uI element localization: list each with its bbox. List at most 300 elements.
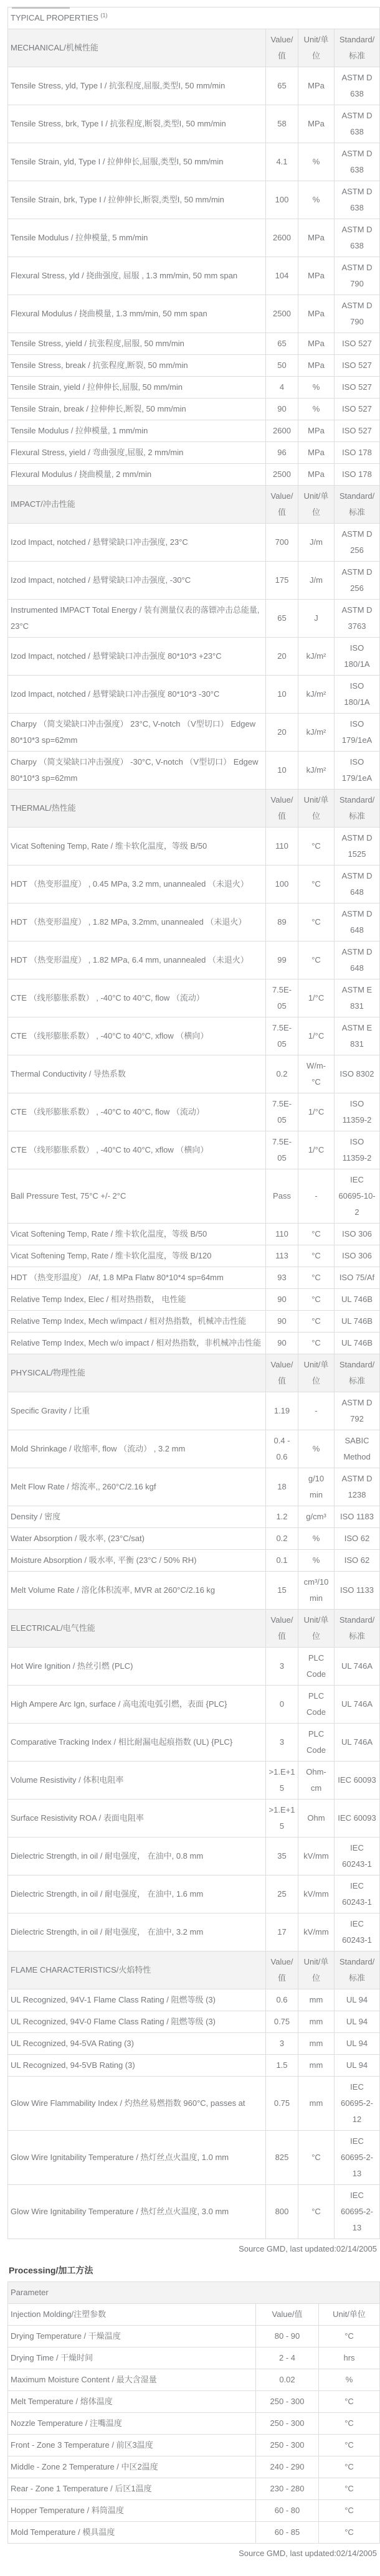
property-cell: Tensile Stress, brk, Type I / 抗张程度,断裂,类型I, 50 mm/min xyxy=(8,105,266,143)
table-row xyxy=(8,2185,380,2239)
unit-cell: °C xyxy=(298,1245,335,1267)
table-row xyxy=(8,2077,380,2131)
value-cell: 4.1 xyxy=(266,143,298,181)
value-cell: 175 xyxy=(266,562,298,600)
processing-heading: Processing/加工方法 xyxy=(9,2265,93,2275)
value-cell: 90 xyxy=(266,1333,298,1354)
value-cell: 90 xyxy=(266,1311,298,1333)
property-cell: Relative Temp Index, Mech w/impact / 相对热指数，机械冲击性能 xyxy=(8,1311,266,1333)
column-header-standard: Standard/标准 xyxy=(335,1354,380,1392)
table-row xyxy=(8,1913,380,1951)
property-cell: Relative Temp Index, Elec / 相对热指数， 电性能 xyxy=(8,1289,266,1311)
property-cell: Dielectric Strength, in oil / 耐电强度， 在油中, 1.6 mm xyxy=(8,1875,266,1913)
column-header-unit: Unit/单位 xyxy=(298,790,335,828)
property-cell: Instrumented IMPACT Total Energy / 装有测量仪表的落镖冲击总能量, 23°C xyxy=(8,600,266,638)
table-row xyxy=(8,1131,380,1169)
table-row xyxy=(8,1224,380,1245)
source-note-typical: Source GMD, last updated:02/14/2005 xyxy=(239,2244,377,2253)
value-cell: 20 xyxy=(266,714,298,752)
unit-cell: 1/°C xyxy=(298,1017,335,1055)
standard-cell: IEC 60093 xyxy=(335,1800,380,1838)
parameter-cell: Drying Time / 干燥时间 xyxy=(8,2347,256,2369)
standard-cell: ASTM D 638 xyxy=(335,105,380,143)
section-name-cell: THERMAL/热性能 xyxy=(8,790,266,828)
standard-cell: ASTM D 790 xyxy=(335,257,380,295)
value-cell: 0.75 xyxy=(266,2011,298,2033)
table-row xyxy=(8,1875,380,1913)
table-row xyxy=(8,676,380,714)
standard-cell: IEC 60695-2-13 xyxy=(335,2131,380,2185)
section-header-row xyxy=(8,790,380,828)
value-cell: 2500 xyxy=(266,295,298,333)
unit-cell: % xyxy=(319,2369,380,2391)
table-row xyxy=(8,1311,380,1333)
value-cell: 250 - 300 xyxy=(256,2435,319,2456)
standard-cell: UL 746A xyxy=(335,1724,380,1762)
unit-cell: MPa xyxy=(298,105,335,143)
value-cell: 4 xyxy=(266,377,298,399)
standard-cell: UL 94 xyxy=(335,2011,380,2033)
table-row xyxy=(8,1989,380,2011)
table-row xyxy=(8,333,380,355)
typical-properties-title-row xyxy=(8,7,380,29)
value-cell: 250 - 300 xyxy=(256,2413,319,2435)
table-row xyxy=(8,2500,380,2522)
table-row xyxy=(8,1333,380,1354)
standard-cell: ASTM D 790 xyxy=(335,295,380,333)
parameter-cell: Middle - Zone 2 Temperature / 中区2温度 xyxy=(8,2456,256,2478)
table-row xyxy=(8,1245,380,1267)
standard-cell: SABIC Method xyxy=(335,1430,380,1468)
table-row xyxy=(8,752,380,790)
property-cell: Vicat Softening Temp, Rate / 维卡软化温度，等级 B/50 xyxy=(8,1224,266,1245)
table-row xyxy=(8,2522,380,2544)
unit-cell: J/m xyxy=(298,524,335,562)
value-cell: 113 xyxy=(266,1245,298,1267)
section-header-row xyxy=(8,29,380,67)
value-cell: 89 xyxy=(266,903,298,941)
property-cell: Izod Impact, notched / 悬臂梁缺口冲击强度, -30°C xyxy=(8,562,266,600)
unit-cell: % xyxy=(298,1430,335,1468)
table-row xyxy=(8,67,380,105)
value-cell: 60 - 80 xyxy=(256,2500,319,2522)
table-row xyxy=(8,1289,380,1311)
property-cell: Density / 密度 xyxy=(8,1506,266,1528)
standard-cell: IEC 60093 xyxy=(335,1762,380,1800)
property-cell: Dielectric Strength, in oil / 耐电强度， 在油中, 3.2 mm xyxy=(8,1913,266,1951)
standard-cell: UL 94 xyxy=(335,1989,380,2011)
standard-cell: ISO 8302 xyxy=(335,1055,380,1093)
table-row xyxy=(8,1724,380,1762)
standard-cell: IEC 60695-2-13 xyxy=(335,2185,380,2239)
property-cell: Tensile Strain, yld, Type I / 拉伸伸长,屈服,类型I, 50 mm/min xyxy=(8,143,266,181)
unit-cell: °C xyxy=(319,2413,380,2435)
typical-properties-title xyxy=(8,7,380,29)
table-row xyxy=(8,1762,380,1800)
standard-cell: ASTM D 648 xyxy=(335,866,380,903)
standard-cell: ISO 180/1A xyxy=(335,638,380,676)
unit-cell: MPa xyxy=(298,464,335,486)
unit-cell: mm xyxy=(298,2077,335,2131)
unit-cell: 1/°C xyxy=(298,1093,335,1131)
standard-cell: ISO 306 xyxy=(335,1224,380,1245)
property-cell: Tensile Stress, break / 抗张程度,断裂, 50 mm/min xyxy=(8,355,266,377)
table-row xyxy=(8,979,380,1017)
processing-parameter-row xyxy=(8,2282,380,2304)
value-cell: 110 xyxy=(266,828,298,866)
value-cell: 25 xyxy=(266,1875,298,1913)
unit-cell: MPa xyxy=(298,257,335,295)
standard-cell: ISO 178 xyxy=(335,464,380,486)
column-header-standard: Standard/标准 xyxy=(335,29,380,67)
standard-cell: ASTM D 1238 xyxy=(335,1468,380,1506)
property-cell: Glow Wire Ignitability Temperature / 热灯丝点火温度, 1.0 mm xyxy=(8,2131,266,2185)
unit-cell: °C xyxy=(319,2478,380,2500)
property-cell: Water Absorption / 吸水率, (23°C/sat) xyxy=(8,1528,266,1550)
value-cell: 2600 xyxy=(266,420,298,442)
table-row xyxy=(8,2456,380,2478)
value-cell: 20 xyxy=(266,638,298,676)
table-row xyxy=(8,524,380,562)
standard-cell: ASTM D 1525 xyxy=(335,828,380,866)
unit-cell: 1/°C xyxy=(298,979,335,1017)
typical-properties-table xyxy=(7,7,380,2239)
parameter-cell: Melt Temperature / 熔体温度 xyxy=(8,2391,256,2413)
parameter-cell: Hopper Temperature / 料筒温度 xyxy=(8,2500,256,2522)
standard-cell: IEC 60243-1 xyxy=(335,1838,380,1875)
value-cell: 60 - 85 xyxy=(256,2522,319,2544)
property-cell: Izod Impact, notched / 悬臂梁缺口冲击强度 80*10*3 +23°C xyxy=(8,638,266,676)
value-cell: 1.2 xyxy=(266,1506,298,1528)
value-cell: 93 xyxy=(266,1267,298,1289)
value-cell: 80 - 90 xyxy=(256,2326,319,2347)
standard-cell: ISO 75/Af xyxy=(335,1267,380,1289)
value-cell: 825 xyxy=(266,2131,298,2185)
unit-cell: °C xyxy=(298,2185,335,2239)
property-cell: HDT （热变形温度） , 0.45 MPa, 3.2 mm, unannealed （未退火） xyxy=(8,866,266,903)
value-cell: 2600 xyxy=(266,219,298,257)
unit-cell: Ohm-cm xyxy=(298,1762,335,1800)
value-cell: 58 xyxy=(266,105,298,143)
standard-cell: ISO 180/1A xyxy=(335,676,380,714)
value-cell: 250 - 300 xyxy=(256,2391,319,2413)
table-row xyxy=(8,1093,380,1131)
table-row xyxy=(8,638,380,676)
unit-cell: PLC Code xyxy=(298,1648,335,1686)
value-cell: 1.19 xyxy=(266,1392,298,1430)
property-cell: Thermal Conductivity / 导热系数 xyxy=(8,1055,266,1093)
property-cell: Hot Wire Ignition / 热丝引燃 (PLC) xyxy=(8,1648,266,1686)
unit-cell: kJ/m² xyxy=(298,638,335,676)
value-cell: 7.5E-05 xyxy=(266,1093,298,1131)
property-cell: Specific Gravity / 比重 xyxy=(8,1392,266,1430)
value-cell: 230 - 280 xyxy=(256,2478,319,2500)
standard-cell: ASTM D 3763 xyxy=(335,600,380,638)
table-row xyxy=(8,377,380,399)
table-row xyxy=(8,1800,380,1838)
property-cell: Dielectric Strength, in oil / 耐电强度， 在油中, 0.8 mm xyxy=(8,1838,266,1875)
table-row xyxy=(8,1506,380,1528)
value-cell: 10 xyxy=(266,752,298,790)
standard-cell: IEC 60243-1 xyxy=(335,1875,380,1913)
property-cell: UL Recognized, 94V-1 Flame Class Rating / 阻燃等级 (3) xyxy=(8,1989,266,2011)
standard-cell: ASTM E 831 xyxy=(335,1017,380,1055)
unit-cell: MPa xyxy=(298,295,335,333)
processing-table-body xyxy=(8,2282,380,2544)
standard-cell: ASTM D 648 xyxy=(335,941,380,979)
property-cell: Vicat Softening Temp, Rate / 维卡软化温度，等级 B/120 xyxy=(8,1245,266,1267)
standard-cell: UL 746B xyxy=(335,1289,380,1311)
table-row xyxy=(8,1169,380,1224)
property-cell: Charpy （简支梁缺口冲击强度） 23°C, V-notch （V型切口） Edgew 80*10*3 sp=62mm xyxy=(8,714,266,752)
unit-cell: °C xyxy=(298,941,335,979)
unit-cell: °C xyxy=(298,1289,335,1311)
unit-cell: PLC Code xyxy=(298,1686,335,1724)
table-row xyxy=(8,442,380,464)
value-cell: 35 xyxy=(266,1838,298,1875)
value-cell: 1.5 xyxy=(266,2055,298,2077)
table-row xyxy=(8,1686,380,1724)
unit-cell: °C xyxy=(319,2522,380,2544)
property-cell: UL Recognized, 94-5VA Rating (3) xyxy=(8,2033,266,2055)
processing-header-name: Injection Molding/注塑参数 xyxy=(8,2304,256,2326)
section-name-cell: IMPACT/冲击性能 xyxy=(8,486,266,524)
unit-cell: °C xyxy=(298,1267,335,1289)
column-header-value: Value/值 xyxy=(266,1951,298,1989)
property-cell: High Ampere Arc Ign, surface / 高电流电弧引燃，表面 {PLC} xyxy=(8,1686,266,1724)
column-header-unit: Unit/单位 xyxy=(298,29,335,67)
table-row xyxy=(8,1055,380,1093)
unit-cell: MPa xyxy=(298,442,335,464)
unit-cell: °C xyxy=(319,2500,380,2522)
table-row xyxy=(8,2413,380,2435)
value-cell: 18 xyxy=(266,1468,298,1506)
unit-cell: g/10 min xyxy=(298,1468,335,1506)
standard-cell: ASTM D 638 xyxy=(335,219,380,257)
value-cell: 90 xyxy=(266,1289,298,1311)
table-row xyxy=(8,866,380,903)
value-cell: 10 xyxy=(266,676,298,714)
property-cell: Surface Resistivity ROA / 表面电阻率 xyxy=(8,1800,266,1838)
unit-cell: °C xyxy=(319,2456,380,2478)
unit-cell: kJ/m² xyxy=(298,752,335,790)
unit-cell: °C xyxy=(298,903,335,941)
value-cell: 0.02 xyxy=(256,2369,319,2391)
column-header-value: Value/值 xyxy=(266,790,298,828)
property-cell: HDT （热变形温度） , 1.82 MPa, 6.4 mm, unannealed （未退火） xyxy=(8,941,266,979)
value-cell: 65 xyxy=(266,67,298,105)
property-cell: UL Recognized, 94-5VB Rating (3) xyxy=(8,2055,266,2077)
table-row xyxy=(8,1430,380,1468)
standard-cell: ISO 62 xyxy=(335,1528,380,1550)
unit-cell: °C xyxy=(298,2131,335,2185)
standard-cell: ISO 62 xyxy=(335,1550,380,1572)
unit-cell: kV/mm xyxy=(298,1875,335,1913)
unit-cell: °C xyxy=(298,866,335,903)
unit-cell: PLC Code xyxy=(298,1724,335,1762)
property-cell: Melt Volume Rate / 溶化体积流率, MVR at 260°C/2.16 kg xyxy=(8,1572,266,1610)
standard-cell: ASTM D 256 xyxy=(335,562,380,600)
property-cell: Ball Pressure Test, 75°C +/- 2°C xyxy=(8,1169,266,1224)
property-cell: CTE （线形膨胀系数） , -40°C to 40°C, flow （流动） xyxy=(8,979,266,1017)
standard-cell: ISO 1133 xyxy=(335,1572,380,1610)
standard-cell: ISO 527 xyxy=(335,399,380,420)
standard-cell: ISO 527 xyxy=(335,377,380,399)
table-row xyxy=(8,2033,380,2055)
unit-cell: J/m xyxy=(298,562,335,600)
value-cell: 240 - 290 xyxy=(256,2456,319,2478)
standard-cell: UL 746B xyxy=(335,1333,380,1354)
unit-cell: MPa xyxy=(298,355,335,377)
section-name-cell: ELECTRICAL/电气性能 xyxy=(8,1610,266,1648)
property-cell: Flexural Modulus / 挠曲模量, 1.3 mm/min, 50 mm span xyxy=(8,295,266,333)
standard-cell: ASTM D 648 xyxy=(335,903,380,941)
unit-cell: °C xyxy=(298,1333,335,1354)
column-header-value: Value/值 xyxy=(266,1354,298,1392)
unit-cell: % xyxy=(298,377,335,399)
property-cell: CTE （线形膨胀系数） , -40°C to 40°C, flow （流动） xyxy=(8,1093,266,1131)
property-cell: Glow Wire Flammability Index / 灼热丝易燃指数 960°C, passes at xyxy=(8,2077,266,2131)
table-row xyxy=(8,1648,380,1686)
unit-cell: mm xyxy=(298,2033,335,2055)
table-row xyxy=(8,600,380,638)
unit-cell: MPa xyxy=(298,219,335,257)
value-cell: 7.5E-05 xyxy=(266,1017,298,1055)
unit-cell: °C xyxy=(319,2435,380,2456)
property-cell: CTE （线形膨胀系数） , -40°C to 40°C, xflow （横向） xyxy=(8,1131,266,1169)
table-row xyxy=(8,828,380,866)
value-cell: 7.5E-05 xyxy=(266,1131,298,1169)
parameter-cell: Front - Zone 3 Temperature / 前区3温度 xyxy=(8,2435,256,2456)
table-row xyxy=(8,355,380,377)
standard-cell: IEC 60243-1 xyxy=(335,1913,380,1951)
unit-cell: hrs xyxy=(319,2347,380,2369)
value-cell: 700 xyxy=(266,524,298,562)
table-row xyxy=(8,420,380,442)
value-cell: 50 xyxy=(266,355,298,377)
processing-header-value: Value/值 xyxy=(256,2304,319,2326)
table-row xyxy=(8,714,380,752)
property-cell: Tensile Strain, brk, Type I / 拉伸伸长,断裂,类型I, 50 mm/min xyxy=(8,181,266,219)
table-row xyxy=(8,2369,380,2391)
property-cell: Tensile Strain, yield / 拉伸伸长,屈服, 50 mm/min xyxy=(8,377,266,399)
property-cell: Glow Wire Ignitability Temperature / 热灯丝点火温度, 3.0 mm xyxy=(8,2185,266,2239)
unit-cell: °C xyxy=(298,828,335,866)
unit-cell: mm xyxy=(298,1989,335,2011)
unit-cell: kV/mm xyxy=(298,1838,335,1875)
parameter-cell: Mold Temperature / 模具温度 xyxy=(8,2522,256,2544)
column-header-value: Value/值 xyxy=(266,1610,298,1648)
value-cell: 7.5E-05 xyxy=(266,979,298,1017)
unit-cell: W/m-°C xyxy=(298,1055,335,1093)
column-header-standard: Standard/标准 xyxy=(335,790,380,828)
unit-cell: MPa xyxy=(298,67,335,105)
value-cell: 65 xyxy=(266,333,298,355)
standard-cell: ISO 527 xyxy=(335,420,380,442)
table-row xyxy=(8,399,380,420)
value-cell: 3 xyxy=(266,2033,298,2055)
standard-cell: IEC 60695-10-2 xyxy=(335,1169,380,1224)
column-header-value: Value/值 xyxy=(266,486,298,524)
parameter-cell: Rear - Zone 1 Temperature / 后区1温度 xyxy=(8,2478,256,2500)
table-row xyxy=(8,2055,380,2077)
value-cell: 100 xyxy=(266,866,298,903)
table-row xyxy=(8,1392,380,1430)
property-cell: Izod Impact, notched / 悬臂梁缺口冲击强度 80*10*3 -30°C xyxy=(8,676,266,714)
typical-properties-title-text: TYPICAL PROPERTIES xyxy=(11,13,98,22)
typical-properties-body xyxy=(8,7,380,2239)
table-row xyxy=(8,562,380,600)
standard-cell: IEC 60695-2-12 xyxy=(335,2077,380,2131)
unit-cell: - xyxy=(298,1169,335,1224)
parameter-cell: Nozzle Temperature / 注嘴温度 xyxy=(8,2413,256,2435)
standard-cell: ASTM D 638 xyxy=(335,181,380,219)
standard-cell: ASTM D 638 xyxy=(335,143,380,181)
value-cell: 0.75 xyxy=(266,2077,298,2131)
table-row xyxy=(8,143,380,181)
property-cell: Tensile Modulus / 拉伸模量, 5 mm/min xyxy=(8,219,266,257)
unit-cell: mm xyxy=(298,2055,335,2077)
value-cell: 99 xyxy=(266,941,298,979)
column-header-unit: Unit/单位 xyxy=(298,1951,335,1989)
value-cell: 110 xyxy=(266,1224,298,1245)
property-cell: Flexural Stress, yld / 挠曲强度, 屈服 , 1.3 mm/min, 50 mm span xyxy=(8,257,266,295)
table-row xyxy=(8,2011,380,2033)
table-row xyxy=(8,1468,380,1506)
standard-cell: UL 746A xyxy=(335,1648,380,1686)
source-note-processing: Source GMD, last updated:02/14/2005 xyxy=(239,2549,377,2558)
value-cell: 3 xyxy=(266,1724,298,1762)
unit-cell: 1/°C xyxy=(298,1131,335,1169)
unit-cell: °C xyxy=(298,1224,335,1245)
value-cell: 2500 xyxy=(266,464,298,486)
standard-cell: ISO 306 xyxy=(335,1245,380,1267)
processing-header-unit: Unit/单位 xyxy=(319,2304,380,2326)
property-cell: Mold Shrinkage / 收缩率, flow （流动） , 3.2 mm xyxy=(8,1430,266,1468)
table-row xyxy=(8,2131,380,2185)
property-cell: Volume Resistivity / 体积电阻率 xyxy=(8,1762,266,1800)
unit-cell: g/cm³ xyxy=(298,1506,335,1528)
standard-cell: UL 746A xyxy=(335,1686,380,1724)
table-row xyxy=(8,295,380,333)
property-cell: Moisture Absorption / 吸水率, 平衡 (23°C / 50% RH) xyxy=(8,1550,266,1572)
unit-cell: °C xyxy=(298,1311,335,1333)
table-row xyxy=(8,1017,380,1055)
unit-cell: kJ/m² xyxy=(298,676,335,714)
unit-cell: °C xyxy=(319,2391,380,2413)
standard-cell: ISO 179/1eA xyxy=(335,714,380,752)
property-cell: Tensile Stress, yld, Type I / 抗张程度,屈服,类型I, 50 mm/min xyxy=(8,67,266,105)
standard-cell: UL 746B xyxy=(335,1311,380,1333)
table-row xyxy=(8,105,380,143)
value-cell: 0.2 xyxy=(266,1055,298,1093)
section-header-row xyxy=(8,1354,380,1392)
column-header-unit: Unit/单位 xyxy=(298,486,335,524)
standard-cell: ISO 179/1eA xyxy=(335,752,380,790)
property-cell: Tensile Modulus / 拉伸模量, 1 mm/min xyxy=(8,420,266,442)
parameter-cell: Drying Temperature / 干燥温度 xyxy=(8,2326,256,2347)
table-row xyxy=(8,2347,380,2369)
column-header-unit: Unit/单位 xyxy=(298,1354,335,1392)
value-cell: >1.E+15 xyxy=(266,1800,298,1838)
property-cell: HDT （热变形温度） /Af, 1.8 MPa Flatw 80*10*4 sp=64mm xyxy=(8,1267,266,1289)
unit-cell: cm³/10 min xyxy=(298,1572,335,1610)
column-header-unit: Unit/单位 xyxy=(298,1610,335,1648)
value-cell: 15 xyxy=(266,1572,298,1610)
unit-cell: - xyxy=(298,1392,335,1430)
value-cell: 0.2 xyxy=(266,1528,298,1550)
table-row xyxy=(8,1838,380,1875)
